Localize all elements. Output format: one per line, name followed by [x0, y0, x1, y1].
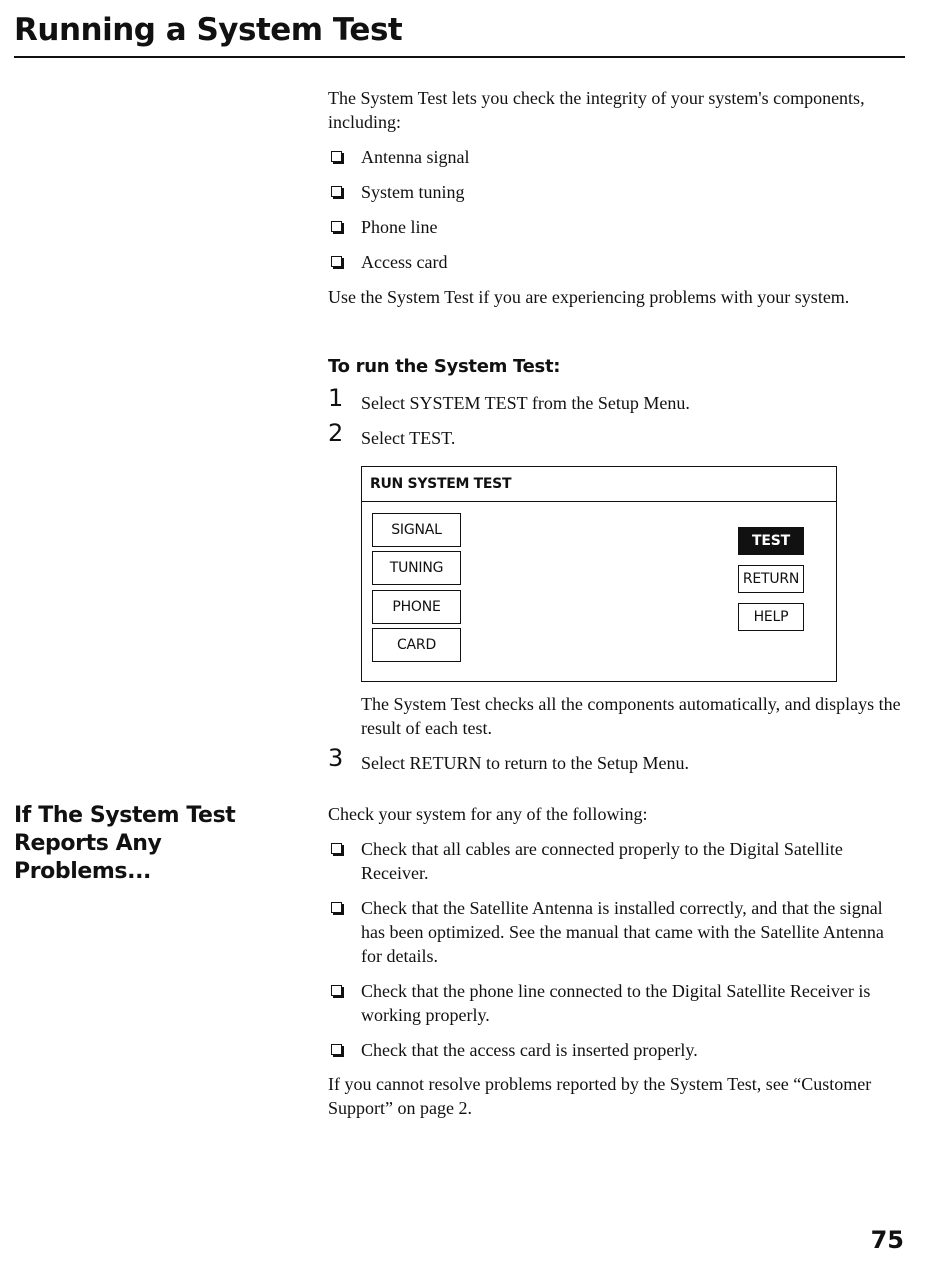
- step-text: Select SYSTEM TEST from the Setup Menu.: [361, 393, 690, 413]
- checkbox-bullet-icon: [331, 256, 342, 267]
- step-number: 3: [328, 744, 344, 772]
- checkbox-bullet-icon: [331, 151, 342, 162]
- procedure-heading: To run the System Test:: [328, 356, 561, 377]
- page-number: 75: [870, 1226, 904, 1254]
- troubleshooting-closing: If you cannot resolve problems reported by the System Test, see “Customer Support” on page 2.: [328, 1074, 872, 1118]
- component-label: Access card: [361, 252, 448, 272]
- screen-note: The System Test checks all the components automatically, and displays the result of each test.: [361, 694, 901, 738]
- help-button[interactable]: HELP: [738, 603, 804, 631]
- screen-title: RUN SYSTEM TEST: [370, 476, 512, 492]
- component-label: System tuning: [361, 182, 465, 202]
- phone-test-button[interactable]: PHONE: [372, 590, 461, 624]
- intro-paragraph: The System Test lets you check the integrity of your system's components, including:: [328, 88, 865, 132]
- checkbox-bullet-icon: [331, 186, 342, 197]
- step-text: Select RETURN to return to the Setup Menu.: [361, 753, 689, 773]
- step-number: 2: [328, 419, 344, 447]
- checkbox-bullet-icon: [331, 221, 342, 232]
- test-button[interactable]: TEST: [738, 527, 804, 555]
- screen-header: [362, 467, 836, 502]
- step-number: 1: [328, 384, 344, 412]
- card-test-button[interactable]: CARD: [372, 628, 461, 662]
- checklist-text: Check that the Satellite Antenna is installed correctly, and that the signal has been optimized. See the manual that came with the Satellite Antenna for details.: [361, 898, 884, 966]
- checkbox-bullet-icon: [331, 902, 342, 913]
- component-label: Phone line: [361, 217, 438, 237]
- run-system-test-screen: [361, 466, 837, 682]
- checkbox-bullet-icon: [331, 1044, 342, 1055]
- troubleshooting-intro: Check your system for any of the following:: [328, 804, 648, 824]
- page-title: Running a System Test: [14, 12, 403, 48]
- checklist-text: Check that the phone line connected to the Digital Satellite Receiver is working properly.: [361, 981, 871, 1025]
- tuning-test-button[interactable]: TUNING: [372, 551, 461, 585]
- step-text: Select TEST.: [361, 428, 456, 448]
- usage-paragraph: Use the System Test if you are experiencing problems with your system.: [328, 287, 850, 307]
- return-button[interactable]: RETURN: [738, 565, 804, 593]
- signal-test-button[interactable]: SIGNAL: [372, 513, 461, 547]
- checkbox-bullet-icon: [331, 843, 342, 854]
- checklist-text: Check that all cables are connected properly to the Digital Satellite Receiver.: [361, 839, 843, 883]
- title-divider: [14, 56, 905, 58]
- checkbox-bullet-icon: [331, 985, 342, 996]
- checklist-text: Check that the access card is inserted properly.: [361, 1040, 698, 1060]
- component-label: Antenna signal: [361, 147, 470, 167]
- section-heading: If The System Test Reports Any Problems...: [14, 803, 236, 884]
